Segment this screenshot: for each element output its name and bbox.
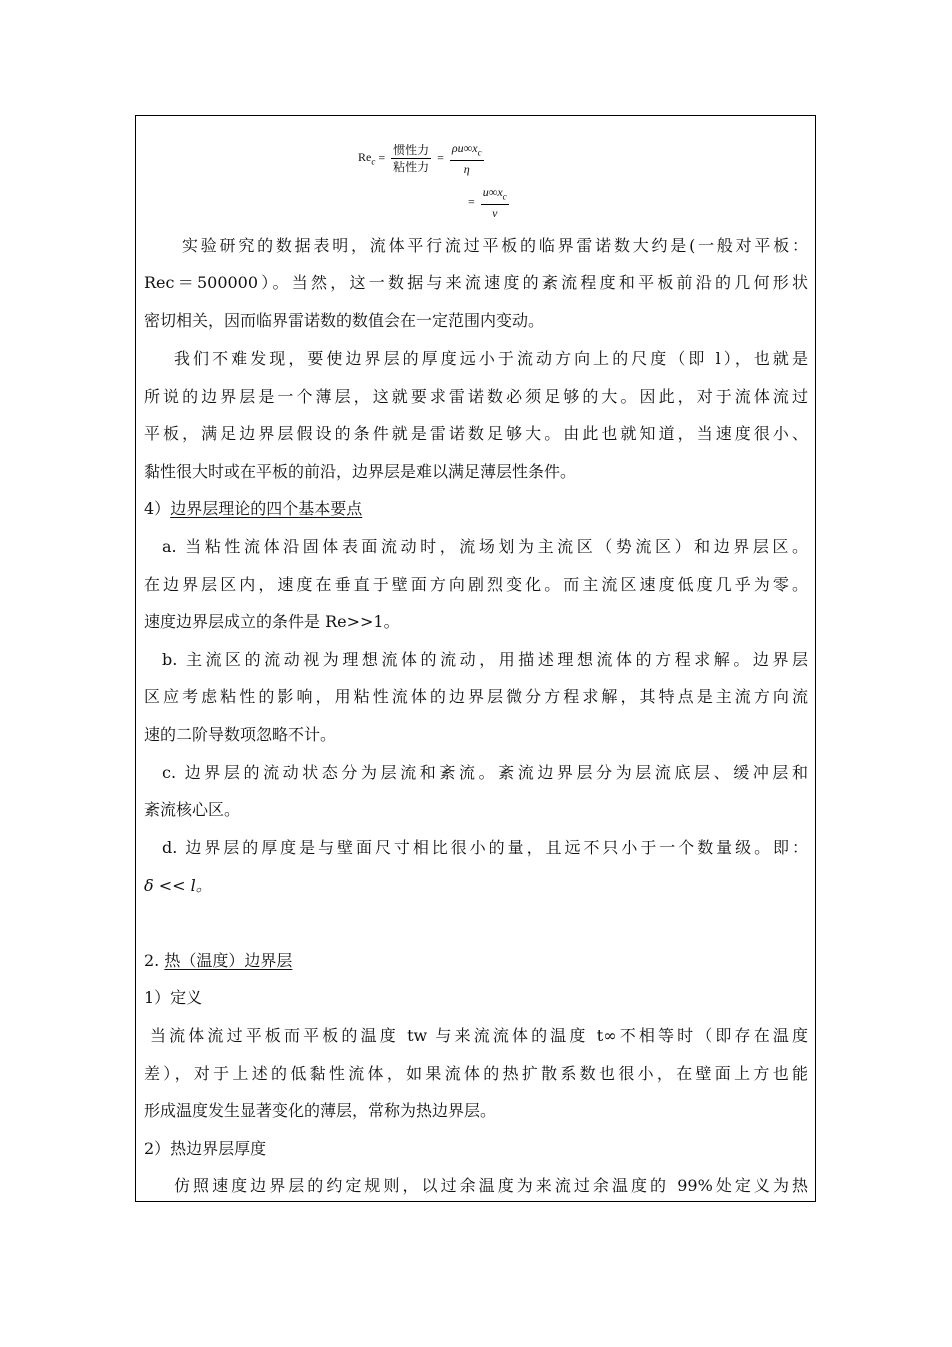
text-line: d. 边界层的厚度是与壁面尺寸相比很小的量，且远不只小于一个数量级。即： [162, 838, 808, 857]
text-line: 差），对于上述的低黏性流体，如果流体的热扩散系数也很小，在壁面上方也能 [144, 1064, 808, 1083]
text-line: 平板，满足边界层假设的条件就是雷诺数足够大。由此也就知道，当速度很小、 [144, 424, 808, 443]
heading-underlined: 热（温度）边界层 [164, 951, 293, 970]
rho-u-x-over-eta: $\frac{\rho u\infty x_c}{\eta}$ [451, 141, 482, 177]
subheading-definition: 1）定义 [144, 988, 203, 1007]
text-line: 区应考虑粘性的影响，用粘性流体的边界层微分方程求解，其特点是主流方向流 [144, 687, 808, 706]
formula-re-critical: $Re_c$ = $\frac{\text{惯性力}}{\text{粘性力}}$ = $\frac{\rho u\infty x_c}{\eta}$ [358, 141, 482, 177]
text-line: 速度边界层成立的条件是 Re>>1。 [144, 612, 400, 631]
text-line: 实验研究的数据表明，流体平行流过平板的临界雷诺数大约是(一般对平板： [182, 236, 808, 255]
formula-re-kinematic: = $\frac{u\infty x_c}{\nu}$ [468, 185, 507, 221]
subheading-thickness: 2）热边界层厚度 [144, 1139, 267, 1158]
text-line: 密切相关，因而临界雷诺数的数值会在一定范围内变动。 [144, 311, 545, 330]
text-line: 所说的边界层是一个薄层，这就要求雷诺数必须足够的大。因此，对于流体流过 [144, 387, 808, 406]
text-line: 紊流核心区。 [144, 800, 241, 819]
text-line: Rec＝500000）。当然，这一数据与来流速度的紊流程度和平板前沿的几何形状 [144, 273, 808, 292]
text-line: c. 边界层的流动状态分为层流和紊流。紊流边界层分为层流底层、缓冲层和 [162, 763, 808, 782]
text-line: a. 当粘性流体沿固体表面流动时，流场划为主流区（势流区）和边界层区。 [162, 537, 808, 556]
inertia-over-viscous: $\frac{\text{惯性力}}{\text{粘性力}}$ [393, 143, 430, 175]
text-line: 仿照速度边界层的约定规则，以过余温度为来流过余温度的 99%处定义为热 [174, 1176, 808, 1195]
text-line: δ << l。 [144, 876, 212, 895]
section-heading-2: 2. 热（温度）边界层 [144, 951, 293, 970]
text-line: 速的二阶导数项忽略不计。 [144, 725, 337, 744]
text-line: 我们不难发现，要使边界层的厚度远小于流动方向上的尺度（即 l），也就是 [174, 349, 808, 368]
heading-underlined: 边界层理论的四个基本要点 [170, 499, 363, 518]
text-line: 在边界层区内，速度在垂直于壁面方向剧烈变化。而主流区速度低度几乎为零。 [144, 575, 808, 594]
section-heading-4: 4）边界层理论的四个基本要点 [144, 499, 363, 518]
text-line: 形成温度发生显著变化的薄层，常称为热边界层。 [144, 1101, 497, 1120]
text-line: b. 主流区的流动视为理想流体的流动，用描述理想流体的方程求解。边界层 [162, 650, 808, 669]
text-line: 黏性很大时或在平板的前沿，边界层是难以满足薄层性条件。 [144, 462, 577, 481]
text-line: 当流体流过平板而平板的温度 tw 与来流流体的温度 t∞不相等时（即存在温度 [150, 1026, 808, 1045]
u-x-over-nu: $\frac{u\infty x_c}{\nu}$ [482, 185, 507, 221]
re-symbol: $Re_c$ [358, 150, 376, 167]
